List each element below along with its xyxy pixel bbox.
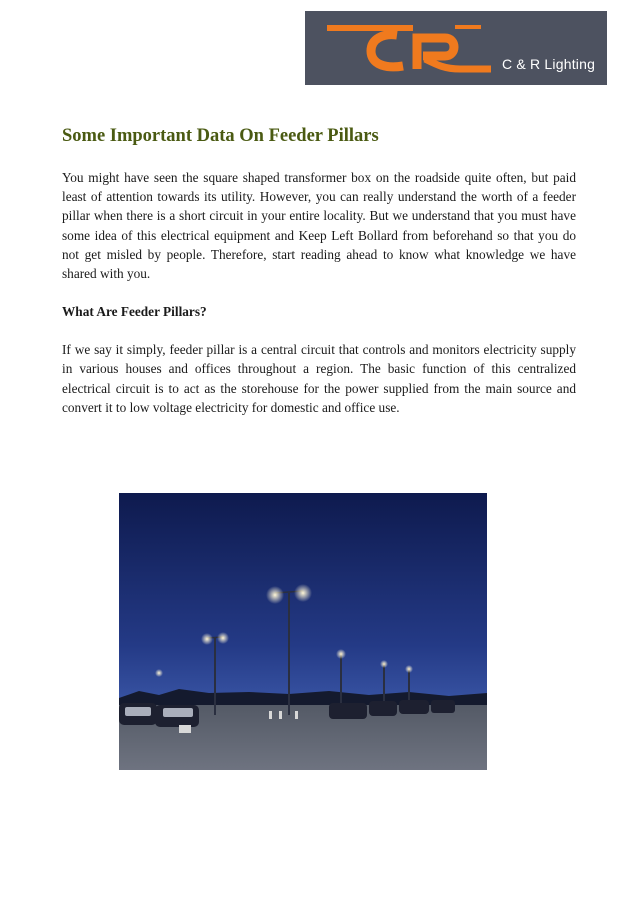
company-logo (305, 11, 607, 85)
intro-paragraph: You might have seen the square shaped transformer box on the roadside quite often, but paid least of attention towards its utility. However, you can really understand the worth of a feeder pillar when there is a short circuit in your entire locality. But we understand that you must have some idea of this electrical equipment and Keep Left Bollard from beforehand so that you do not get misled by people. Therefore, start reading ahead to know what knowledge we have shared with you. (62, 170, 576, 282)
cr-monogram-icon (305, 11, 607, 85)
parking-lot-photo (119, 493, 487, 770)
body-paragraph: If we say it simply, feeder pillar is a central circuit that controls and monitors electricity supply in various houses and offices throughout a region. The basic function of this centralized electrical circuit is to act as the storehouse for the power supplied from the main source and convert it to low voltage electricity for domestic and office use. (62, 342, 576, 415)
article-title: Some Important Data On Feeder Pillars (62, 126, 379, 146)
logo-wordmark: C & R Lighting (502, 56, 596, 72)
article (62, 124, 576, 417)
section-heading: What Are Feeder Pillars? (62, 304, 207, 320)
